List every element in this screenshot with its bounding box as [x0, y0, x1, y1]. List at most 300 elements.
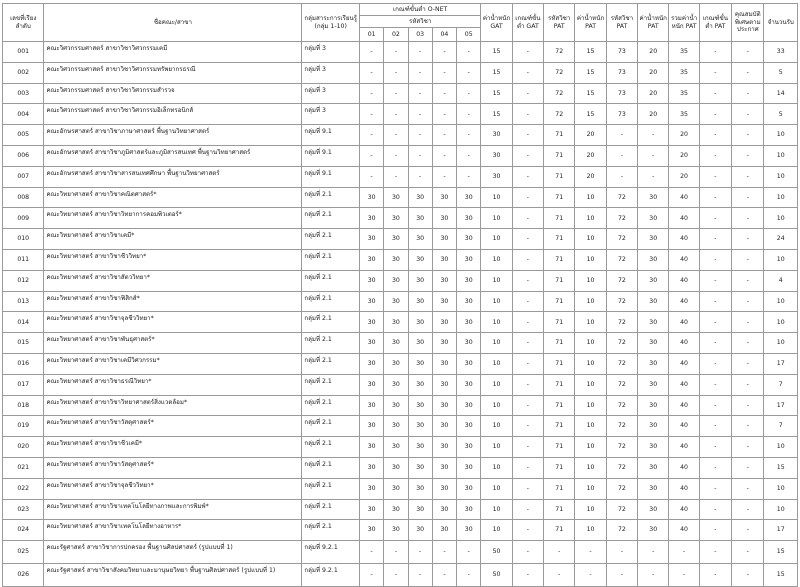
row-gat-min: - — [512, 499, 543, 520]
row-special: - — [732, 333, 764, 354]
row-total-pat: 35 — [669, 62, 699, 83]
row-onet-score: - — [408, 564, 432, 587]
row-onet-score: - — [384, 42, 408, 63]
row-pat-code-a: 71 — [544, 416, 575, 437]
row-pat-min: - — [699, 104, 731, 125]
row-pat-code-a: - — [544, 541, 575, 564]
row-onet-score: - — [408, 125, 432, 146]
row-onet-score: 30 — [360, 457, 384, 478]
row-pat-weight-a: 10 — [575, 249, 606, 270]
row-total-pat: 40 — [669, 229, 699, 250]
row-group: กลุ่มที่ 2.1 — [302, 249, 360, 270]
row-onet-score: - — [432, 104, 456, 125]
row-pat-weight-a: 20 — [575, 125, 606, 146]
row-total-pat: 40 — [669, 187, 699, 208]
row-pat-code-a: 71 — [544, 437, 575, 458]
table-row — [3, 374, 798, 395]
row-gat-weight: 10 — [481, 457, 512, 478]
row-pat-weight-b: 30 — [638, 291, 669, 312]
header-pat-min: เกณฑ์ขั้นต่ำ PAT — [699, 4, 731, 42]
row-gat-min: - — [512, 520, 543, 541]
row-name: คณะวิทยาศาสตร์ สาขาวิชาเคมีวิศวกรรม* — [44, 353, 302, 374]
row-pat-weight-b: 30 — [638, 416, 669, 437]
row-pat-code-b: 72 — [606, 291, 637, 312]
row-pat-code-b: 72 — [606, 437, 637, 458]
row-pat-weight-b: 30 — [638, 333, 669, 354]
row-total-pat: 40 — [669, 312, 699, 333]
header-subject-code: รหัสวิชา — [360, 16, 481, 28]
row-pat-code-a: 71 — [544, 187, 575, 208]
row-pat-weight-a: 15 — [575, 62, 606, 83]
row-onet-score: 30 — [432, 416, 456, 437]
table-row — [3, 499, 798, 520]
row-total-pat: 40 — [669, 374, 699, 395]
row-pat-weight-b: 30 — [638, 499, 669, 520]
row-gat-weight: 10 — [481, 312, 512, 333]
row-pat-code-a: 71 — [544, 520, 575, 541]
row-onet-score: 30 — [384, 499, 408, 520]
row-total-pat: 35 — [669, 104, 699, 125]
row-onet-score: 30 — [457, 416, 481, 437]
row-onet-score: - — [432, 145, 456, 166]
table-row — [3, 395, 798, 416]
row-pat-weight-b: 30 — [638, 208, 669, 229]
row-onet-score: 30 — [384, 416, 408, 437]
row-pat-code-a: 71 — [544, 249, 575, 270]
header-subject: 05 — [457, 28, 481, 42]
row-pat-weight-a: 10 — [575, 437, 606, 458]
row-onet-score: - — [360, 62, 384, 83]
table-row — [3, 62, 798, 83]
row-group: กลุ่มที่ 2.1 — [302, 208, 360, 229]
row-gat-min: - — [512, 478, 543, 499]
row-onet-score: 30 — [384, 395, 408, 416]
row-gat-weight: 10 — [481, 291, 512, 312]
row-pat-code-b: 72 — [606, 478, 637, 499]
row-quota: 24 — [764, 229, 798, 250]
table-row — [3, 83, 798, 104]
row-quota: 7 — [764, 416, 798, 437]
row-gat-weight: 30 — [481, 125, 512, 146]
row-special: - — [732, 312, 764, 333]
row-pat-code-a: 71 — [544, 208, 575, 229]
row-name: คณะรัฐศาสตร์ สาขาวิชาสังคมวิทยาและมานุษยวิทยา พื้นฐานศิลปศาสตร์ (รูปแบบที่ 1) — [44, 564, 302, 587]
row-pat-code-b: 72 — [606, 270, 637, 291]
row-name: คณะวิทยาศาสตร์ สาขาวิชาจุลชีววิทยา* — [44, 312, 302, 333]
row-pat-weight-a: 10 — [575, 312, 606, 333]
row-onet-score: 30 — [384, 249, 408, 270]
row-onet-score: 30 — [408, 187, 432, 208]
row-gat-min: - — [512, 104, 543, 125]
row-total-pat: 40 — [669, 437, 699, 458]
row-gat-weight: 10 — [481, 520, 512, 541]
row-pat-weight-a: 10 — [575, 291, 606, 312]
row-pat-min: - — [699, 499, 731, 520]
admission-table — [2, 3, 798, 587]
row-onet-score: - — [384, 104, 408, 125]
row-pat-weight-a: 10 — [575, 333, 606, 354]
row-special: - — [732, 353, 764, 374]
row-onet-score: 30 — [457, 333, 481, 354]
table-row — [3, 437, 798, 458]
row-group: กลุ่มที่ 9.1 — [302, 145, 360, 166]
table-header — [3, 4, 798, 42]
header-special: คุณสมบัติพิเศษตามประกาศ — [732, 4, 764, 42]
row-pat-weight-b: 30 — [638, 520, 669, 541]
row-pat-weight-a: 10 — [575, 229, 606, 250]
table-row — [3, 457, 798, 478]
row-name: คณะวิทยาศาสตร์ สาขาวิชาชีวเคมี* — [44, 437, 302, 458]
row-pat-code-b: - — [606, 541, 637, 564]
row-pat-weight-b: 20 — [638, 42, 669, 63]
row-pat-code-a: 71 — [544, 457, 575, 478]
row-special: - — [732, 62, 764, 83]
row-onet-score: 30 — [408, 499, 432, 520]
row-onet-score: 30 — [384, 437, 408, 458]
row-pat-min: - — [699, 437, 731, 458]
row-onet-score: 30 — [360, 187, 384, 208]
row-quota: 15 — [764, 541, 798, 564]
row-special: - — [732, 83, 764, 104]
row-quota: 10 — [764, 333, 798, 354]
row-onet-score: 30 — [408, 270, 432, 291]
row-pat-weight-b: - — [638, 166, 669, 187]
row-name: คณะวิทยาศาสตร์ สาขาวิชาวัสดุศาสตร์* — [44, 457, 302, 478]
row-onet-score: 30 — [360, 499, 384, 520]
row-quota: 33 — [764, 42, 798, 63]
row-onet-score: - — [360, 125, 384, 146]
row-pat-min: - — [699, 353, 731, 374]
row-total-pat: 40 — [669, 291, 699, 312]
row-pat-weight-b: - — [638, 145, 669, 166]
row-group: กลุ่มที่ 2.1 — [302, 187, 360, 208]
row-pat-code-a: 72 — [544, 83, 575, 104]
row-pat-weight-b: - — [638, 564, 669, 587]
row-name: คณะวิทยาศาสตร์ สาขาวิชาฟิสิกส์* — [44, 291, 302, 312]
row-pat-weight-a: 15 — [575, 104, 606, 125]
row-code: 023 — [3, 499, 44, 520]
row-onet-score: - — [457, 42, 481, 63]
row-pat-weight-a: 10 — [575, 353, 606, 374]
row-onet-score: - — [457, 104, 481, 125]
row-gat-weight: 10 — [481, 208, 512, 229]
row-onet-score: 30 — [432, 395, 456, 416]
row-gat-weight: 15 — [481, 62, 512, 83]
row-gat-weight: 10 — [481, 229, 512, 250]
row-pat-weight-b: 20 — [638, 83, 669, 104]
row-onet-score: 30 — [384, 374, 408, 395]
row-total-pat: 40 — [669, 353, 699, 374]
table-row — [3, 166, 798, 187]
row-code: 006 — [3, 145, 44, 166]
row-name: คณะวิทยาศาสตร์ สาขาวิชาวิทยาการคอมพิวเตอร์* — [44, 208, 302, 229]
row-pat-weight-a: 10 — [575, 187, 606, 208]
row-gat-min: - — [512, 62, 543, 83]
row-special: - — [732, 166, 764, 187]
header-pat-weight-b: ค่าน้ำหนัก PAT — [638, 4, 669, 42]
row-quota: 10 — [764, 166, 798, 187]
row-pat-code-a: 71 — [544, 270, 575, 291]
row-pat-code-b: - — [606, 564, 637, 587]
row-gat-weight: 10 — [481, 353, 512, 374]
row-onet-score: - — [432, 83, 456, 104]
row-code: 001 — [3, 42, 44, 63]
row-onet-score: - — [457, 564, 481, 587]
row-onet-score: 30 — [457, 187, 481, 208]
header-pat-code-b: รหัสวิชา PAT — [606, 4, 637, 42]
row-code: 002 — [3, 62, 44, 83]
row-quota: 17 — [764, 395, 798, 416]
row-code: 020 — [3, 437, 44, 458]
row-onet-score: - — [360, 541, 384, 564]
row-code: 025 — [3, 541, 44, 564]
row-pat-min: - — [699, 249, 731, 270]
row-quota: 10 — [764, 208, 798, 229]
table-row — [3, 42, 798, 63]
row-special: - — [732, 564, 764, 587]
row-onet-score: 30 — [457, 229, 481, 250]
row-pat-code-a: 71 — [544, 145, 575, 166]
row-gat-weight: 30 — [481, 166, 512, 187]
row-pat-min: - — [699, 416, 731, 437]
row-group: กลุ่มที่ 3 — [302, 104, 360, 125]
row-onet-score: 30 — [384, 291, 408, 312]
row-onet-score: 30 — [457, 249, 481, 270]
table-body — [3, 42, 798, 587]
row-name: คณะวิทยาศาสตร์ สาขาวิชาธรณีวิทยา* — [44, 374, 302, 395]
header-subject: 02 — [384, 28, 408, 42]
row-onet-score: 30 — [432, 353, 456, 374]
row-onet-score: 30 — [384, 353, 408, 374]
row-quota: 5 — [764, 104, 798, 125]
row-onet-score: 30 — [457, 312, 481, 333]
row-code: 004 — [3, 104, 44, 125]
row-pat-code-b: 72 — [606, 374, 637, 395]
row-pat-code-b: 73 — [606, 42, 637, 63]
row-onet-score: 30 — [360, 520, 384, 541]
row-pat-weight-b: - — [638, 125, 669, 146]
row-special: - — [732, 249, 764, 270]
row-gat-weight: 10 — [481, 395, 512, 416]
table-row — [3, 145, 798, 166]
row-quota: 10 — [764, 291, 798, 312]
row-pat-min: - — [699, 125, 731, 146]
row-onet-score: 30 — [360, 395, 384, 416]
row-group: กลุ่มที่ 2.1 — [302, 395, 360, 416]
row-gat-min: - — [512, 312, 543, 333]
row-pat-min: - — [699, 457, 731, 478]
row-onet-score: 30 — [408, 229, 432, 250]
row-code: 017 — [3, 374, 44, 395]
row-quota: 10 — [764, 125, 798, 146]
row-onet-score: 30 — [384, 208, 408, 229]
row-onet-score: - — [384, 564, 408, 587]
row-pat-min: - — [699, 541, 731, 564]
row-pat-code-a: 71 — [544, 353, 575, 374]
row-gat-min: - — [512, 187, 543, 208]
row-special: - — [732, 416, 764, 437]
row-onet-score: - — [384, 145, 408, 166]
table-row — [3, 333, 798, 354]
row-onet-score: 30 — [408, 249, 432, 270]
row-group: กลุ่มที่ 2.1 — [302, 499, 360, 520]
row-gat-min: - — [512, 229, 543, 250]
row-onet-score: 30 — [457, 499, 481, 520]
row-code: 015 — [3, 333, 44, 354]
row-pat-weight-a: 10 — [575, 478, 606, 499]
row-pat-code-a: 71 — [544, 478, 575, 499]
row-onet-score: 30 — [408, 208, 432, 229]
row-onet-score: - — [408, 166, 432, 187]
row-onet-score: 30 — [408, 395, 432, 416]
row-onet-score: 30 — [432, 478, 456, 499]
row-gat-min: - — [512, 457, 543, 478]
row-quota: 4 — [764, 270, 798, 291]
row-onet-score: - — [432, 125, 456, 146]
row-name: คณะวิทยาศาสตร์ สาขาวิชาสัตววิทยา* — [44, 270, 302, 291]
row-special: - — [732, 270, 764, 291]
row-onet-score: 30 — [408, 353, 432, 374]
row-onet-score: - — [384, 62, 408, 83]
row-gat-weight: 10 — [481, 416, 512, 437]
row-onet-score: 30 — [360, 478, 384, 499]
row-total-pat: - — [669, 564, 699, 587]
row-code: 009 — [3, 208, 44, 229]
table-row — [3, 353, 798, 374]
row-gat-weight: 10 — [481, 270, 512, 291]
row-quota: 7 — [764, 374, 798, 395]
row-name: คณะวิทยาศาสตร์ สาขาวิชาจุลชีววิทยา* — [44, 478, 302, 499]
row-quota: 17 — [764, 353, 798, 374]
row-pat-min: - — [699, 62, 731, 83]
row-pat-code-a: 71 — [544, 166, 575, 187]
row-special: - — [732, 42, 764, 63]
row-pat-weight-b: 30 — [638, 229, 669, 250]
row-special: - — [732, 145, 764, 166]
header-subject: 01 — [360, 28, 384, 42]
row-gat-min: - — [512, 83, 543, 104]
row-group: กลุ่มที่ 3 — [302, 83, 360, 104]
row-onet-score: - — [408, 145, 432, 166]
row-pat-weight-a: 10 — [575, 457, 606, 478]
row-group: กลุ่มที่ 2.1 — [302, 416, 360, 437]
row-onet-score: 30 — [457, 520, 481, 541]
row-pat-code-b: 72 — [606, 499, 637, 520]
row-name: คณะรัฐศาสตร์ สาขาวิชาการปกครอง พื้นฐานศิลปศาสตร์ (รูปแบบที่ 1) — [44, 541, 302, 564]
row-special: - — [732, 104, 764, 125]
row-onet-score: 30 — [432, 187, 456, 208]
row-onet-score: 30 — [457, 457, 481, 478]
row-total-pat: 40 — [669, 270, 699, 291]
row-name: คณะวิศวกรรมศาสตร์ สาขาวิชาวิศวกรรมอิเล็กทรอนิกส์ — [44, 104, 302, 125]
row-onet-score: - — [457, 541, 481, 564]
row-onet-score: 30 — [384, 520, 408, 541]
header-gat-min: เกณฑ์ขั้นต่ำ GAT — [512, 4, 543, 42]
row-pat-weight-b: 30 — [638, 395, 669, 416]
row-total-pat: 40 — [669, 520, 699, 541]
row-name: คณะวิศวกรรมศาสตร์ สาขาวิชาวิศวกรรมเคมี — [44, 42, 302, 63]
row-pat-code-b: 72 — [606, 249, 637, 270]
row-pat-weight-a: 20 — [575, 145, 606, 166]
table-row — [3, 270, 798, 291]
row-gat-min: - — [512, 249, 543, 270]
row-code: 016 — [3, 353, 44, 374]
row-gat-weight: 15 — [481, 42, 512, 63]
row-pat-min: - — [699, 208, 731, 229]
admission-table-container — [2, 3, 798, 587]
row-onet-score: 30 — [360, 374, 384, 395]
row-pat-code-a: 72 — [544, 104, 575, 125]
row-onet-score: 30 — [457, 270, 481, 291]
table-row — [3, 125, 798, 146]
row-quota: 10 — [764, 312, 798, 333]
row-onet-score: 30 — [360, 229, 384, 250]
row-onet-score: 30 — [360, 437, 384, 458]
table-row — [3, 104, 798, 125]
row-onet-score: - — [384, 166, 408, 187]
row-gat-min: - — [512, 416, 543, 437]
row-onet-score: 30 — [360, 312, 384, 333]
row-quota: 10 — [764, 249, 798, 270]
row-group: กลุ่มที่ 9.2.1 — [302, 541, 360, 564]
row-special: - — [732, 395, 764, 416]
row-onet-score: 30 — [408, 333, 432, 354]
row-code: 026 — [3, 564, 44, 587]
row-onet-score: - — [432, 42, 456, 63]
row-gat-min: - — [512, 564, 543, 587]
row-quota: 15 — [764, 564, 798, 587]
row-onet-score: 30 — [432, 291, 456, 312]
row-pat-code-b: 72 — [606, 353, 637, 374]
row-name: คณะอักษรศาสตร์ สาขาวิชาสารสนเทศศึกษา พื้นฐานวิทยาศาสตร์ — [44, 166, 302, 187]
row-onet-score: 30 — [360, 416, 384, 437]
row-onet-score: 30 — [408, 520, 432, 541]
row-onet-score: 30 — [457, 395, 481, 416]
row-onet-score: 30 — [457, 291, 481, 312]
row-total-pat: 35 — [669, 83, 699, 104]
row-pat-weight-a: 10 — [575, 270, 606, 291]
row-total-pat: 40 — [669, 499, 699, 520]
row-gat-min: - — [512, 395, 543, 416]
row-pat-weight-a: 10 — [575, 208, 606, 229]
row-onet-score: 30 — [432, 312, 456, 333]
row-name: คณะวิทยาศาสตร์ สาขาวิชาวิทยาศาสตร์สิ่งแวดล้อม* — [44, 395, 302, 416]
row-onet-score: 30 — [432, 499, 456, 520]
row-onet-score: - — [457, 145, 481, 166]
row-onet-score: - — [408, 62, 432, 83]
row-onet-score: 30 — [408, 478, 432, 499]
row-onet-score: 30 — [384, 333, 408, 354]
row-code: 014 — [3, 312, 44, 333]
table-row — [3, 541, 798, 564]
row-pat-weight-a: - — [575, 564, 606, 587]
row-name: คณะวิทยาศาสตร์ สาขาวิชาชีววิทยา* — [44, 249, 302, 270]
row-pat-min: - — [699, 333, 731, 354]
row-pat-weight-a: - — [575, 541, 606, 564]
row-group: กลุ่มที่ 2.1 — [302, 229, 360, 250]
row-pat-weight-b: 30 — [638, 437, 669, 458]
row-onet-score: 30 — [360, 353, 384, 374]
row-total-pat: 40 — [669, 478, 699, 499]
row-group: กลุ่มที่ 2.1 — [302, 312, 360, 333]
row-name: คณะวิทยาศาสตร์ สาขาวิชาวัสดุศาสตร์* — [44, 416, 302, 437]
row-onet-score: - — [360, 166, 384, 187]
row-pat-min: - — [699, 187, 731, 208]
row-pat-code-b: 72 — [606, 208, 637, 229]
row-pat-code-b: 72 — [606, 333, 637, 354]
row-name: คณะวิทยาศาสตร์ สาขาวิชาเคมี* — [44, 229, 302, 250]
row-pat-weight-a: 10 — [575, 395, 606, 416]
